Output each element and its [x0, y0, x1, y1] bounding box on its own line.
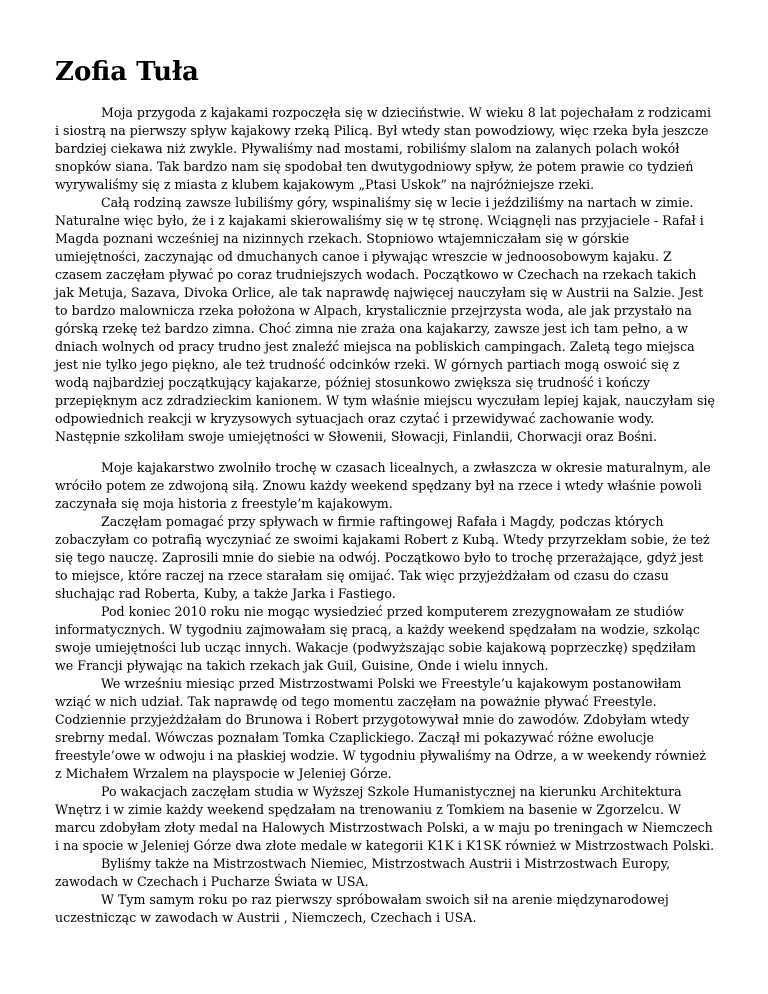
- document-body: [55, 104, 715, 927]
- paragraph-9: W Tym samym roku po raz pierwszy spróbowałam swoich sił na arenie międzynarodowej uczestnicząc w zawodach w Austrii , Niemczech, Czechach i USA.: [55, 892, 669, 925]
- paragraph-1: Moja przygoda z kajakami rozpoczęła się w dzieciństwie. W wieku 8 lat pojechałam z rodzicami i siostrą na pierwszy spływ kajakowy rzeką Pilicą. Był wtedy stan powodziowy, więc rzeka była jeszcze bardziej ciekawa niż zwykle. Pływaliśmy nad mostami, robiliśmy slalom na zalanych polach wokół snopków siana. Tak bardzo nam się spodobał ten dwutygodniowy spływ, że potem prawie co tydzień wyrywaliśmy się z miasta z klubem kajakowym „Ptasi Uskok” na najróżniejsze rzeki.: [55, 105, 712, 192]
- paragraph-5: Pod koniec 2010 roku nie mogąc wysiedzieć przed komputerem zrezygnowałam ze studiów informatycznych. W tygodniu zajmowałam się pracą, a każdy weekend spędzałam na wodzie, szkoląc swoje umiejętności lub ucząc innych. Wakacje (podwyższając sobie kajakową poprzeczkę) spędziłam we Francji pływając na takich rzekach jak Guil, Guisine, Onde i wielu innych.: [55, 604, 700, 673]
- paragraph-6: We wrześniu miesiąc przed Mistrzostwami Polski we Freestyle’u kajakowym postanowiłam wziąć w nich udział. Tak naprawdę od tego momentu zaczęłam na poważnie pływać Freestyle. Codziennie przyjeżdżałam do Brunowa i Robert przygotowywał mnie do zawodów. Zdobyłam wtedy srebrny medal. Wówczas poznałam Tomka Czaplickiego. Zaczął mi pokazywać różne ewolucje freestyle’owe w odwoju i na płaskiej wodzie. W tygodniu pływaliśmy na Odrze, a w weekendy również z Michałem Wrzalem na playspocie w Jeleniej Górze.: [55, 676, 706, 781]
- page-title: Zofia Tuła: [55, 57, 199, 87]
- paragraph-7: Po wakacjach zaczęłam studia w Wyższej Szkole Humanistycznej na kierunku Architektura Wnętrz i w zimie każdy weekend spędzałam na trenowaniu z Tomkiem na basenie w Zgorzelcu. W marcu zdobyłam złoty medal na Halowych Mistrzostwach Polski, a w maju po treningach w Niemczech i na spocie w Jeleniej Górze dwa złote medale w kategorii K1K i K1SK również w Mistrzostwach Polski.: [55, 784, 715, 853]
- paragraph-3: Moje kajakarstwo zwolniło trochę w czasach licealnych, a zwłaszcza w okresie maturalnym, ale wróciło potem ze zdwojoną siłą. Znowu każdy weekend spędzany był na rzece i wtedy właśnie powoli zaczynała się moja historia z freestyle’m kajakowym.: [55, 460, 711, 511]
- paragraph-8: Byliśmy także na Mistrzostwach Niemiec, Mistrzostwach Austrii i Mistrzostwach Europy, zawodach w Czechach i Pucharze Świata w USA.: [55, 856, 671, 889]
- paragraph-4: Zaczęłam pomagać przy spływach w firmie raftingowej Rafała i Magdy, podczas których zobaczyłam co potrafią wyczyniać ze swoimi kajakami Robert z Kubą. Wtedy przyrzekłam sobie, że też się tego nauczę. Zaprosili mnie do siebie na odwój. Początkowo było to trochę przerażające, gdyż jest to miejsce, które raczej na rzece starałam się omijać. Tak więc przyjeżdżałam od czasu do czasu słuchając rad Roberta, Kuby, a także Jarka i Fastiego.: [55, 514, 710, 601]
- paragraph-2: Całą rodziną zawsze lubiliśmy góry, wspinaliśmy się w lecie i jeździliśmy na nartach w zimie. Naturalne więc było, że i z kajakami skierowaliśmy się w tę stronę. Wciągnęli nas przyjaciele - Rafał i Magda poznani wcześniej na nizinnych rzekach. Stopniowo wtajemniczałam się w górskie umiejętności, zaczynając od dmuchanych canoe i pływając wreszcie w jednoosobowym kajaku. Z czasem zaczęłam pływać po coraz trudniejszych wodach. Początkowo w Czechach na rzekach takich jak Metuja, Sazava, Divoka Orlice, ale tak naprawdę najwięcej nauczyłam się w Austrii na Salzie. Jest to bardzo malownicza rzeka położona w Alpach, krystalicznie przejrzysta woda, ale jak przystało na górską rzekę też bardzo zimna. Choć zimna nie zraża ona kajakarzy, zawsze jest ich tam pełno, a w dniach wolnych od pracy trudno jest znaleźć miejsca na pobliskich campingach. Zaletą tego miejsca jest nie tylko jego piękno, ale też trudność odcinków rzeki. W górnych partiach mogą oswoić się z wodą najbardziej początkujący kajakarze, później stosunkowo zwiększa się trudność i kończy przepięknym acz zdradzieckim kanionem. W tym właśnie miejscu wyczułam lepiej kajak, nauczyłam się odpowiednich reakcji w kryzysowych sytuacjach oraz czytać i przewidywać zachowanie wody. Następnie szkoliłam swoje umiejętności w Słowenii, Słowacji, Finlandii, Chorwacji oraz Bośni.: [55, 195, 715, 444]
